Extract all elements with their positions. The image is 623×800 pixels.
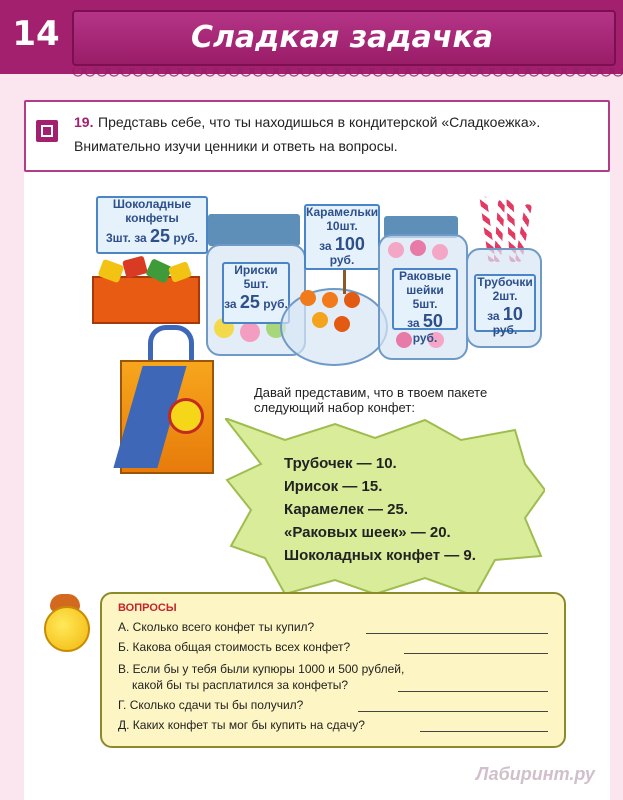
price-tag-chocolate — [96, 196, 208, 254]
tag-qty: 10шт. — [326, 218, 358, 233]
caramel-candy-icon — [300, 290, 316, 306]
tag-price-line — [224, 292, 288, 313]
tag-price-line — [98, 226, 206, 247]
question-c-cont: какой бы ты расплатился за конфеты? — [132, 678, 348, 692]
caramel-candy-icon — [334, 316, 350, 332]
answer-line[interactable] — [398, 690, 548, 692]
bag-emblem-icon — [168, 398, 204, 434]
bag-list-item: Трубочек — 10. — [284, 455, 397, 472]
chocolate-box — [92, 276, 200, 324]
task-text-line2: Внимательно изучи ценники и ответь на вопросы. — [74, 138, 398, 154]
question-e: Д. Каких конфет ты мог бы купить на сдачу? — [118, 718, 365, 732]
sheyki-candy-icon — [410, 240, 426, 256]
tag-price: 25 — [150, 225, 171, 246]
tag-qty: 5шт. — [243, 276, 269, 291]
bag-list-item: Карамелек — 25. — [284, 501, 408, 518]
tag-price: 25 — [239, 291, 260, 312]
tag-unit: руб. — [492, 323, 518, 338]
tag-unit: руб. — [412, 331, 438, 346]
question-b: Б. Какова общая стоимость всех конфет? — [118, 640, 351, 654]
price-tag-sheyki — [392, 268, 458, 346]
lace-border — [72, 68, 623, 82]
tag-prefix: за — [224, 296, 237, 311]
page-number: 14 — [12, 14, 60, 54]
tag-name: Карамельки — [306, 205, 379, 219]
tag-unit: руб. — [263, 296, 288, 311]
tag-price: 50 — [422, 311, 443, 332]
tag-prefix: за — [407, 316, 420, 331]
answer-line[interactable] — [420, 730, 548, 732]
task-number: 19. — [74, 114, 94, 130]
task-box — [24, 100, 610, 172]
tag-price: 10 — [502, 303, 523, 324]
tag-price-line — [476, 304, 534, 338]
tag-unit: руб. — [173, 230, 198, 245]
question-a: А. Сколько всего конфет ты купил? — [118, 620, 315, 634]
tag-qty: 5шт. — [412, 296, 438, 311]
caramel-candy-icon — [322, 292, 338, 308]
answer-line[interactable] — [358, 710, 548, 712]
price-tag-iriski — [222, 262, 290, 324]
tag-name: конфеты — [125, 210, 179, 225]
tag-name: Раковые — [399, 269, 451, 283]
questions-box — [100, 592, 566, 748]
tag-name: Ириски — [234, 263, 278, 277]
sheyki-candy-icon — [388, 242, 404, 258]
bag-list-item: Ирисок — 15. — [284, 478, 383, 495]
price-tag-trubochki — [474, 274, 536, 338]
watermark: Лабиринт.ру — [476, 764, 595, 784]
caramel-candy-icon — [312, 312, 328, 328]
price-tag-caramel — [304, 204, 380, 270]
tag-qty: 2шт. — [492, 288, 518, 303]
tag-price: 100 — [334, 233, 365, 254]
tag-prefix: за — [134, 230, 147, 245]
questions-title: ВОПРОСЫ — [118, 602, 177, 614]
caramel-candy-icon — [344, 292, 360, 308]
page-title: Сладкая задачка — [190, 20, 494, 55]
bag-intro — [254, 385, 487, 415]
bag-intro-line2: следующий набор конфет: — [254, 400, 415, 415]
bag-intro-line1: Давай представим, что в твоем пакете — [254, 385, 488, 400]
task-checkbox-icon — [36, 120, 58, 142]
tag-name: Шоколадные — [112, 197, 192, 211]
question-c: В. Если бы у тебя были купюры 1000 и 500 рублей, — [118, 662, 405, 676]
bag-list-item: «Раковых шеек» — 20. — [284, 524, 451, 541]
tag-qty: 3шт. — [106, 230, 131, 245]
bag-list-item: Шоколадных конфет — 9. — [284, 547, 476, 564]
question-d: Г. Сколько сдачи ты бы получил? — [118, 698, 304, 712]
bag-list — [284, 452, 476, 567]
iriski-jar-lid — [208, 214, 300, 246]
iriski-candy-icon — [240, 322, 260, 342]
answer-line[interactable] — [366, 632, 548, 634]
tag-prefix: за — [487, 308, 500, 323]
answer-line[interactable] — [404, 652, 548, 654]
tag-name: Трубочки — [477, 275, 533, 289]
task-text-line1: Представь себе, что ты находишься в кондитерской «Сладкоежка». — [98, 114, 541, 130]
tag-price-line — [394, 311, 456, 345]
tag-name: шейки — [406, 282, 444, 297]
tag-prefix: за — [319, 238, 332, 253]
tag-price-line — [306, 234, 378, 268]
smiley-mascot-icon — [44, 606, 90, 652]
sheyki-candy-icon — [432, 244, 448, 260]
tag-unit: руб. — [329, 253, 355, 268]
